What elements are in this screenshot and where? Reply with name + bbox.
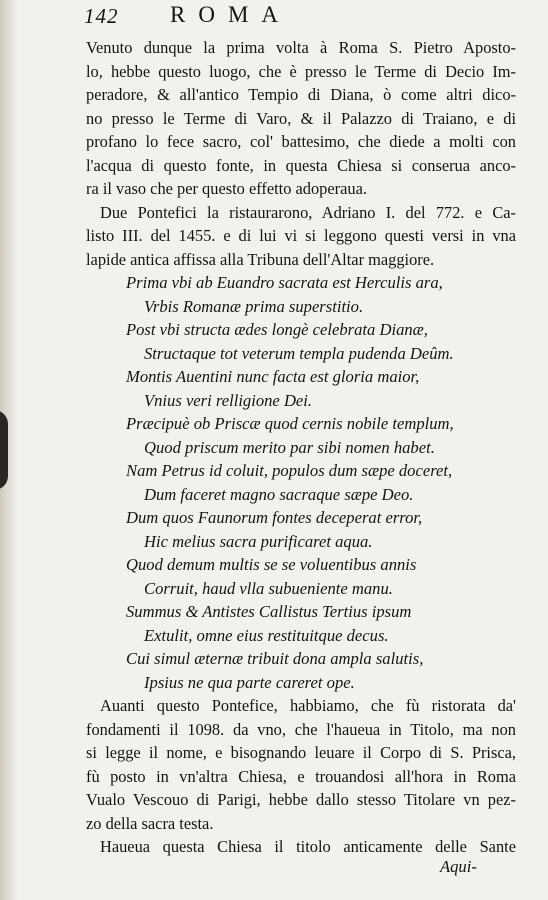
prose-line: lo, hebbe questo luogo, che è presso le Terme di Decio Im- — [86, 61, 516, 81]
verse-line: Cui simul æternæ tribuit dona ampla salutis, — [126, 649, 424, 668]
verse-line: Structaque tot veterum templa pudenda Deûm. — [144, 343, 454, 363]
catchword: Aqui- — [440, 857, 477, 876]
prose-line: Due Pontefici la ristaurarono, Adriano I. del 772. e Ca- — [100, 202, 516, 222]
verse-line: Dum quos Faunorum fontes deceperat error, — [126, 508, 423, 527]
verse-line: Nam Petrus id coluit, populos dum sæpe doceret, — [126, 461, 453, 480]
prose-line: lapide antica affissa alla Tribuna dell'Altar maggiore. — [86, 249, 435, 269]
prose-line: Auanti questo Pontefice, habbiamo, che fù ristorata da' — [100, 696, 516, 715]
verse-line: Vnius veri relligione Dei. — [144, 390, 313, 410]
prose-line: zo della sacra testa. — [86, 813, 214, 833]
prose-line: si legge il nome, e bisognando leuare il Corpo di S. Prisca, — [86, 743, 516, 762]
verse-line: Summus & Antistes Callistus Tertius ipsum — [126, 602, 412, 621]
verse-line: Post vbi structa ædes longè celebrata Dianæ, — [126, 320, 428, 339]
prose-line: profano lo fece sacro, col' battesimo, che diede a molti con — [86, 132, 516, 151]
running-head: ROMA — [170, 2, 292, 27]
prose-line: Haueua questa Chiesa il titolo anticamente delle Sante — [100, 837, 516, 856]
verse-line: Præcipuè ob Priscæ quod cernis nobile templum, — [126, 414, 454, 433]
prose-line: listo III. del 1455. e di lui vi si leggono questi versi in vna — [86, 226, 516, 245]
verse-line: Dum faceret magno sacraque sæpe Deo. — [144, 484, 414, 504]
prose-line: peradore, & all'antico Tempio di Diana, ò come altri dico- — [86, 85, 516, 104]
prose-line: Venuto dunque la prima volta à Roma S. Pietro Aposto- — [86, 38, 516, 57]
prose-line: ra il vaso che per questo effetto adoperaua. — [86, 179, 367, 198]
verse-line: Montis Auentini nunc facta est gloria maior, — [126, 367, 420, 386]
verse-line: Ipsius ne qua parte careret ope. — [144, 672, 355, 692]
verse-line: Vrbis Romanæ prima superstitio. — [144, 296, 364, 316]
verse-line: Hic melius sacra purificaret aqua. — [144, 531, 373, 551]
verse-line: Quod demum multis se se voluentibus annis — [126, 555, 417, 574]
verse-line: Prima vbi ab Euandro sacrata est Herculis ara, — [126, 273, 443, 292]
prose-line: Vualo Vescouo di Parigi, hebbe dallo stesso Titolare vn pez- — [86, 790, 516, 809]
prose-line: no presso le Terme di Varo, & il Palazzo di Traiano, e di — [86, 108, 516, 128]
prose-line: fondamenti il 1098. da vno, che l'haueua in Titolo, ma non — [86, 719, 516, 739]
verse-line: Extulit, omne eius restituitque decus. — [144, 625, 389, 645]
text-block — [86, 36, 516, 859]
page-header — [84, 4, 484, 32]
prose-line: l'acqua di questo fonte, in questa Chiesa si conserua anco- — [86, 155, 516, 175]
verse-line: Corruit, haud vlla subueniente manu. — [144, 578, 393, 598]
prose-line: fù posto in vn'altra Chiesa, e trouandosi all'hora in Roma — [86, 766, 516, 786]
page-number: 142 — [84, 4, 119, 28]
binding-blot — [0, 410, 8, 490]
verse-line: Quod priscum merito par sibi nomen habet. — [144, 437, 435, 457]
